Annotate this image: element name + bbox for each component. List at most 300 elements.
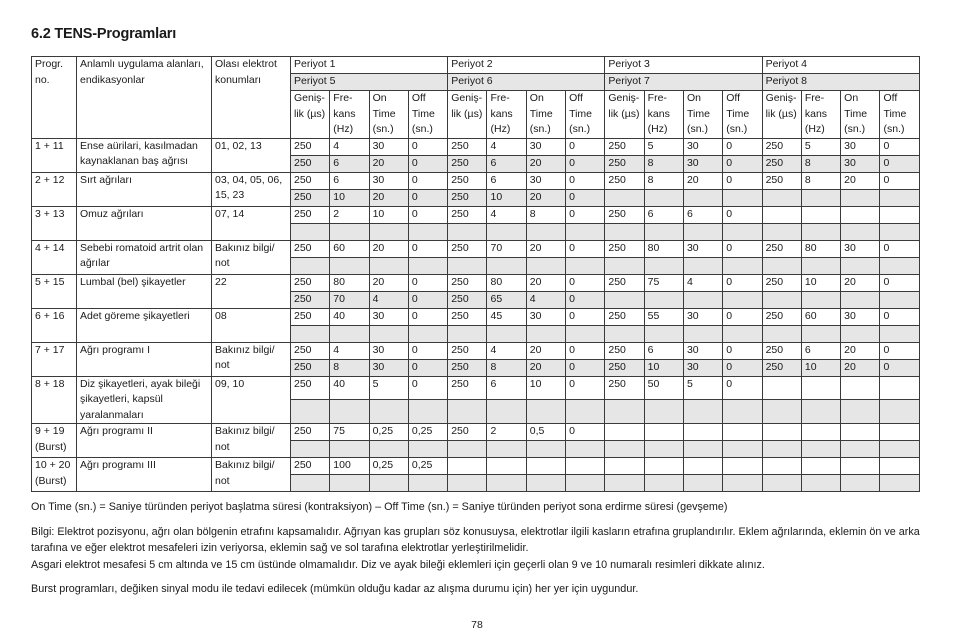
electrode-cell: 22 [212, 274, 291, 308]
value-cell: 30 [683, 342, 722, 359]
value-cell: 0 [723, 155, 762, 172]
value-cell [801, 400, 840, 424]
value-cell: 0 [723, 274, 762, 291]
value-cell: 250 [605, 342, 644, 359]
value-cell: 30 [369, 308, 408, 325]
value-cell: 4 [487, 138, 526, 155]
value-cell [408, 223, 447, 240]
header-frequency: Fre-kans (Hz) [330, 91, 369, 139]
value-cell: 0 [723, 240, 762, 257]
value-cell: 4 [330, 342, 369, 359]
value-cell: 0 [723, 342, 762, 359]
value-cell [526, 257, 565, 274]
value-cell: 30 [683, 359, 722, 376]
value-cell [683, 458, 722, 475]
value-cell [369, 441, 408, 458]
value-cell: 0 [408, 359, 447, 376]
value-cell [841, 257, 880, 274]
value-cell [330, 325, 369, 342]
value-cell: 250 [291, 308, 330, 325]
value-cell [801, 424, 840, 441]
value-cell [801, 257, 840, 274]
value-cell: 0 [723, 138, 762, 155]
value-cell: 250 [448, 138, 487, 155]
value-cell [605, 458, 644, 475]
value-cell: 0 [723, 376, 762, 400]
value-cell: 75 [644, 274, 683, 291]
value-cell [723, 400, 762, 424]
value-cell: 250 [291, 138, 330, 155]
value-cell [566, 400, 605, 424]
value-cell: 8 [801, 155, 840, 172]
value-cell: 10 [330, 189, 369, 206]
value-cell: 4 [487, 206, 526, 223]
value-cell [762, 206, 801, 223]
value-cell [369, 325, 408, 342]
value-cell: 30 [526, 172, 565, 189]
value-cell: 65 [487, 291, 526, 308]
value-cell [330, 223, 369, 240]
value-cell [801, 206, 840, 223]
value-cell: 250 [605, 376, 644, 400]
value-cell: 250 [762, 172, 801, 189]
value-cell: 250 [448, 424, 487, 441]
value-cell: 250 [605, 206, 644, 223]
value-cell: 60 [801, 308, 840, 325]
electrode-cell: Bakınız bilgi/ not [212, 342, 291, 376]
value-cell [605, 223, 644, 240]
value-cell [801, 475, 840, 492]
value-cell: 250 [762, 342, 801, 359]
value-cell: 250 [762, 138, 801, 155]
value-cell: 0 [880, 155, 919, 172]
value-cell: 0 [566, 172, 605, 189]
value-cell [644, 424, 683, 441]
value-cell [448, 257, 487, 274]
value-cell [841, 376, 880, 400]
legend-note: On Time (sn.) = Saniye türünden periyot başlatma süresi (kontraksiyon) – Off Time (sn.) = Saniye türünden periyot sona erdirme süresi (gevşeme) [31, 501, 728, 513]
value-cell [566, 458, 605, 475]
value-cell: 20 [526, 189, 565, 206]
program-number: 4 + 14 [32, 240, 77, 274]
value-cell: 250 [291, 359, 330, 376]
value-cell: 250 [605, 172, 644, 189]
indication-cell: Ağrı programı I [77, 342, 212, 376]
value-cell [801, 291, 840, 308]
value-cell: 250 [448, 359, 487, 376]
value-cell [723, 257, 762, 274]
value-cell: 30 [683, 138, 722, 155]
header-period: Periyot 5 [291, 74, 448, 91]
value-cell: 30 [683, 240, 722, 257]
value-cell [841, 458, 880, 475]
value-cell: 70 [487, 240, 526, 257]
value-cell [841, 223, 880, 240]
value-cell [801, 376, 840, 400]
program-number: 5 + 15 [32, 274, 77, 308]
value-cell [369, 475, 408, 492]
value-cell: 75 [330, 424, 369, 441]
value-cell [723, 189, 762, 206]
value-cell: 20 [683, 172, 722, 189]
value-cell [605, 441, 644, 458]
value-cell [762, 475, 801, 492]
value-cell: 5 [644, 138, 683, 155]
value-cell [526, 458, 565, 475]
value-cell: 20 [526, 342, 565, 359]
value-cell [683, 325, 722, 342]
value-cell: 4 [369, 291, 408, 308]
header-electrode: Olası elektrot konumları [212, 57, 291, 139]
value-cell: 20 [369, 274, 408, 291]
value-cell [644, 441, 683, 458]
value-cell: 250 [605, 274, 644, 291]
value-cell: 20 [841, 274, 880, 291]
value-cell [801, 458, 840, 475]
value-cell: 30 [841, 308, 880, 325]
value-cell [841, 325, 880, 342]
value-cell [566, 325, 605, 342]
value-cell [762, 189, 801, 206]
value-cell [330, 400, 369, 424]
value-cell: 0 [408, 240, 447, 257]
value-cell [330, 257, 369, 274]
indication-cell: Ense aürilari, kasılmadan kaynaklanan baş ağrısı [77, 138, 212, 172]
value-cell: 250 [762, 359, 801, 376]
electrode-cell: 08 [212, 308, 291, 342]
value-cell: 8 [644, 172, 683, 189]
value-cell [723, 291, 762, 308]
value-cell: 55 [644, 308, 683, 325]
value-cell: 250 [448, 189, 487, 206]
indication-cell: Lumbal (bel) şikayetler [77, 274, 212, 308]
value-cell [448, 400, 487, 424]
value-cell: 45 [487, 308, 526, 325]
value-cell: 250 [448, 172, 487, 189]
value-cell [801, 189, 840, 206]
header-period: Periyot 3 [605, 57, 762, 74]
value-cell: 250 [762, 155, 801, 172]
page-number: 78 [471, 619, 483, 631]
value-cell: 10 [644, 359, 683, 376]
value-cell [605, 400, 644, 424]
value-cell [408, 325, 447, 342]
value-cell [605, 325, 644, 342]
value-cell [644, 257, 683, 274]
info-note: Bilgi: Elektrot pozisyonu, ağrı olan bölgenin etrafını kapsamalıdır. Ağrıyan kas grupları söz konusuysa, elektrotlar ilgili kasların etrafına gruplandırılır. Eklem ağrılarında, eklemin ön ve arka tarafına ve eğer elektrot mesafeleri izin veriyorsa, eklemin sağ ve sol tarafına elektrotlar yerleştirilmelidir. [31, 525, 920, 554]
value-cell: 0,25 [369, 424, 408, 441]
value-cell [762, 325, 801, 342]
program-number: 2 + 12 [32, 172, 77, 206]
value-cell [683, 475, 722, 492]
value-cell: 20 [526, 274, 565, 291]
value-cell: 0 [566, 206, 605, 223]
indication-cell: Adet göreme şikayetleri [77, 308, 212, 342]
value-cell: 20 [369, 189, 408, 206]
value-cell: 30 [369, 138, 408, 155]
header-frequency: Fre-kans (Hz) [644, 91, 683, 139]
header-off-time: Off Time (sn.) [723, 91, 762, 139]
value-cell: 5 [801, 138, 840, 155]
value-cell: 2 [330, 206, 369, 223]
indication-cell: Omuz ağrıları [77, 206, 212, 240]
value-cell: 6 [644, 206, 683, 223]
value-cell [880, 441, 919, 458]
header-indication: Anlamlı uygulama alanları, endikasyonlar [77, 57, 212, 139]
value-cell [644, 458, 683, 475]
value-cell [762, 223, 801, 240]
value-cell: 250 [605, 359, 644, 376]
electrode-cell: Bakınız bilgi/ not [212, 240, 291, 274]
value-cell: 0 [723, 308, 762, 325]
value-cell: 0 [566, 342, 605, 359]
value-cell [723, 475, 762, 492]
value-cell [880, 325, 919, 342]
value-cell [487, 223, 526, 240]
value-cell: 0 [566, 376, 605, 400]
value-cell [448, 325, 487, 342]
value-cell [841, 291, 880, 308]
program-number: 6 + 16 [32, 308, 77, 342]
value-cell: 30 [841, 155, 880, 172]
value-cell [448, 475, 487, 492]
value-cell [408, 257, 447, 274]
value-cell: 30 [683, 308, 722, 325]
value-cell: 0 [566, 424, 605, 441]
value-cell: 250 [762, 308, 801, 325]
header-off-time: Off Time (sn.) [880, 91, 919, 139]
value-cell: 250 [762, 240, 801, 257]
value-cell [801, 223, 840, 240]
value-cell [762, 424, 801, 441]
value-cell [291, 400, 330, 424]
header-period: Periyot 4 [762, 57, 919, 74]
value-cell [605, 424, 644, 441]
value-cell: 250 [448, 206, 487, 223]
value-cell [291, 257, 330, 274]
value-cell [526, 441, 565, 458]
value-cell [369, 223, 408, 240]
value-cell: 30 [526, 308, 565, 325]
value-cell [644, 400, 683, 424]
value-cell [487, 441, 526, 458]
value-cell: 250 [291, 424, 330, 441]
value-cell: 40 [330, 308, 369, 325]
value-cell: 0 [566, 155, 605, 172]
value-cell [526, 223, 565, 240]
value-cell: 0 [408, 376, 447, 400]
value-cell: 6 [683, 206, 722, 223]
value-cell: 250 [291, 240, 330, 257]
value-cell [644, 325, 683, 342]
value-cell: 60 [330, 240, 369, 257]
value-cell [526, 475, 565, 492]
burst-note: Burst programları, değiken sinyal modu ile tedavi edilecek (mümkün olduğu kadar az alışma durumu için) her yer için uygundur. [31, 583, 639, 595]
program-number: 10 + 20 (Burst) [32, 458, 77, 492]
value-cell: 30 [369, 359, 408, 376]
value-cell [448, 458, 487, 475]
value-cell: 250 [291, 206, 330, 223]
value-cell [762, 458, 801, 475]
value-cell: 0 [408, 206, 447, 223]
table-row [32, 458, 920, 475]
header-frequency: Fre-kans (Hz) [801, 91, 840, 139]
value-cell: 0 [566, 359, 605, 376]
value-cell [762, 291, 801, 308]
value-cell [880, 257, 919, 274]
value-cell [841, 441, 880, 458]
value-cell: 8 [644, 155, 683, 172]
value-cell: 250 [448, 291, 487, 308]
value-cell: 6 [487, 172, 526, 189]
value-cell: 250 [605, 308, 644, 325]
value-cell: 0 [566, 240, 605, 257]
value-cell [330, 475, 369, 492]
value-cell [566, 441, 605, 458]
indication-cell: Sebebi romatoid artrit olan ağrılar [77, 240, 212, 274]
value-cell [683, 291, 722, 308]
value-cell [291, 475, 330, 492]
value-cell: 0 [880, 172, 919, 189]
value-cell: 6 [801, 342, 840, 359]
value-cell [566, 257, 605, 274]
value-cell: 6 [644, 342, 683, 359]
value-cell: 20 [369, 155, 408, 172]
value-cell [683, 400, 722, 424]
value-cell: 20 [841, 172, 880, 189]
value-cell [880, 189, 919, 206]
value-cell: 40 [330, 376, 369, 400]
value-cell: 6 [487, 155, 526, 172]
header-width: Geniş-lik (µs) [448, 91, 487, 139]
header-off-time: Off Time (sn.) [566, 91, 605, 139]
indication-cell: Ağrı programı III [77, 458, 212, 492]
value-cell [762, 376, 801, 400]
value-cell: 20 [526, 240, 565, 257]
value-cell [526, 325, 565, 342]
value-cell: 4 [526, 291, 565, 308]
value-cell [841, 189, 880, 206]
value-cell: 0 [408, 274, 447, 291]
value-cell [880, 376, 919, 400]
value-cell [683, 223, 722, 240]
value-cell [408, 441, 447, 458]
value-cell [566, 475, 605, 492]
value-cell: 250 [291, 458, 330, 475]
value-cell: 8 [487, 359, 526, 376]
value-cell: 30 [841, 138, 880, 155]
value-cell: 8 [526, 206, 565, 223]
table-row [32, 376, 920, 400]
value-cell [487, 257, 526, 274]
notes [31, 499, 926, 598]
value-cell: 2 [487, 424, 526, 441]
value-cell [880, 223, 919, 240]
value-cell [683, 189, 722, 206]
value-cell [448, 223, 487, 240]
value-cell: 250 [291, 291, 330, 308]
value-cell: 6 [330, 155, 369, 172]
value-cell: 0 [408, 308, 447, 325]
header-width: Geniş-lik (µs) [605, 91, 644, 139]
distance-note: Asgari elektrot mesafesi 5 cm altında ve 15 cm üstünde olmamalıdır. Diz ve ayak bileği eklemleri için geçerli olan 9 ve 10 numaralı resimleri dikkate alınız. [31, 558, 765, 571]
table-row [32, 274, 920, 291]
value-cell [762, 441, 801, 458]
value-cell: 10 [801, 359, 840, 376]
value-cell: 250 [448, 274, 487, 291]
value-cell [291, 325, 330, 342]
table-row [32, 424, 920, 441]
value-cell: 0 [880, 342, 919, 359]
value-cell [487, 325, 526, 342]
value-cell [566, 223, 605, 240]
value-cell [369, 400, 408, 424]
value-cell: 0 [408, 291, 447, 308]
value-cell: 80 [801, 240, 840, 257]
value-cell [880, 400, 919, 424]
header-on-time: On Time (sn.) [369, 91, 408, 139]
program-number: 3 + 13 [32, 206, 77, 240]
value-cell [330, 441, 369, 458]
value-cell [605, 291, 644, 308]
value-cell [683, 441, 722, 458]
value-cell [723, 458, 762, 475]
value-cell [723, 424, 762, 441]
table-row [32, 342, 920, 359]
value-cell: 5 [683, 376, 722, 400]
value-cell: 70 [330, 291, 369, 308]
value-cell: 0,25 [408, 458, 447, 475]
value-cell [762, 257, 801, 274]
header-period: Periyot 7 [605, 74, 762, 91]
program-number: 1 + 11 [32, 138, 77, 172]
value-cell: 10 [801, 274, 840, 291]
table-row [32, 240, 920, 257]
value-cell: 0 [723, 172, 762, 189]
value-cell [880, 424, 919, 441]
header-on-time: On Time (sn.) [683, 91, 722, 139]
value-cell: 250 [291, 342, 330, 359]
value-cell: 250 [605, 240, 644, 257]
value-cell: 250 [605, 138, 644, 155]
value-cell [841, 424, 880, 441]
value-cell: 20 [526, 359, 565, 376]
program-number: 7 + 17 [32, 342, 77, 376]
table-row [32, 172, 920, 189]
electrode-cell: Bakınız bilgi/ not [212, 458, 291, 492]
table-row [32, 138, 920, 155]
value-cell [723, 441, 762, 458]
value-cell: 20 [526, 155, 565, 172]
value-cell [880, 206, 919, 223]
value-cell [762, 400, 801, 424]
electrode-cell: 09, 10 [212, 376, 291, 424]
value-cell: 0,5 [526, 424, 565, 441]
electrode-cell: 03, 04, 05, 06, 15, 23 [212, 172, 291, 206]
value-cell [408, 400, 447, 424]
value-cell [644, 189, 683, 206]
value-cell: 80 [487, 274, 526, 291]
value-cell: 8 [330, 359, 369, 376]
value-cell [723, 223, 762, 240]
value-cell: 6 [330, 172, 369, 189]
value-cell: 250 [448, 308, 487, 325]
value-cell [605, 257, 644, 274]
value-cell: 0 [566, 291, 605, 308]
value-cell: 0 [408, 172, 447, 189]
page-title: 6.2 TENS-Programları [31, 26, 177, 42]
value-cell: 20 [841, 359, 880, 376]
